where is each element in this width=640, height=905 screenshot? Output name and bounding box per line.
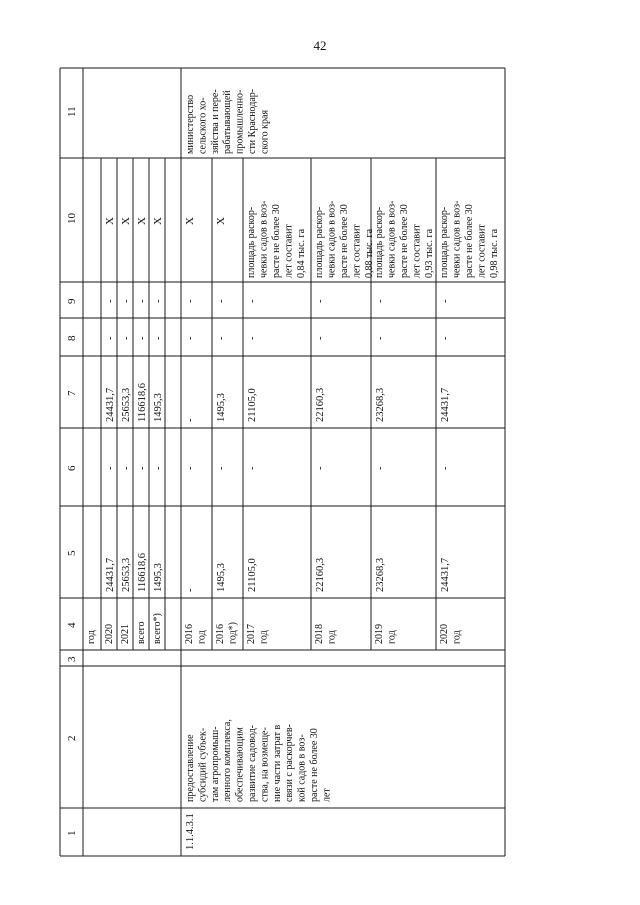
cell-col5: 23268,3 bbox=[375, 557, 386, 592]
measure-description-line: там агропромыш- bbox=[209, 726, 221, 802]
executor-line: министерство bbox=[185, 94, 196, 154]
cell-col9: - bbox=[440, 299, 451, 303]
cell-col9: - bbox=[216, 299, 227, 303]
cell-col7: 21105,0 bbox=[247, 388, 258, 422]
cell-col8: - bbox=[440, 336, 451, 340]
cell-col10-line: 0,88 тыс. га bbox=[364, 228, 375, 278]
cell-col7: 24431,7 bbox=[105, 387, 116, 422]
cell-col8: - bbox=[247, 336, 258, 340]
header-col-number-2: 2 bbox=[66, 735, 78, 741]
cell-col10-line: расте не более 30 bbox=[339, 204, 350, 278]
cell-col10: Х bbox=[120, 217, 132, 225]
measure-description-line: связи с раскорчев- bbox=[284, 724, 296, 802]
cell-col7: - bbox=[185, 418, 196, 422]
cell-col9: - bbox=[315, 299, 326, 303]
header-col-number-5: 5 bbox=[66, 550, 78, 556]
measure-description-line: расте не более 30 bbox=[309, 728, 320, 802]
cell-col7: 22160,3 bbox=[315, 387, 326, 422]
executor-line: промышленно- bbox=[234, 89, 246, 154]
cell-col10-line: расте не более 30 bbox=[464, 204, 475, 278]
cell-col5: 22160,3 bbox=[315, 557, 326, 592]
executor-line: сти Краснодар- bbox=[247, 88, 258, 154]
cell-col4: всего bbox=[136, 621, 147, 644]
cell-col4: 2020 bbox=[439, 624, 450, 644]
cell-col10-line: чевки садов в воз- bbox=[258, 200, 270, 278]
cell-col10: Х bbox=[104, 217, 116, 225]
page-number: 42 bbox=[313, 38, 327, 53]
cell-col8: - bbox=[121, 336, 132, 340]
executor-line: ского края bbox=[259, 109, 271, 154]
header-col-number-10: 10 bbox=[66, 213, 78, 224]
cell-col10-line: 0,93 тыс. га bbox=[424, 228, 435, 278]
measure-description-line: развитие садовод- bbox=[247, 725, 258, 802]
cell-col10-line: площадь раскор- bbox=[246, 206, 257, 278]
cell-col10-line: 0,98 тыс. га bbox=[489, 228, 500, 278]
cell-col8: - bbox=[137, 336, 148, 340]
cell-col4: 2016 bbox=[184, 624, 195, 644]
cell-col10-line: лет составит bbox=[476, 224, 488, 278]
executor-line: рабатывающей bbox=[222, 90, 234, 154]
cell-col5: 24431,7 bbox=[105, 557, 116, 592]
cell-col8: - bbox=[185, 336, 196, 340]
measure-description-line: ства, на возмеще- bbox=[259, 727, 271, 802]
cell-col9: - bbox=[185, 299, 196, 303]
cell-col4: год bbox=[196, 630, 208, 644]
cell-col4: 2019 bbox=[374, 624, 385, 644]
cell-col7: 23268,3 bbox=[375, 387, 386, 422]
cell-col9: - bbox=[375, 299, 386, 303]
header-col-number-1: 1 bbox=[66, 830, 78, 836]
cell-col5: 25653,3 bbox=[121, 557, 132, 592]
cell-col4: 2020 bbox=[104, 624, 115, 644]
cell-col6: - bbox=[440, 466, 451, 470]
cell-col7: 25653,3 bbox=[121, 387, 132, 422]
cell-col10: Х bbox=[184, 217, 196, 225]
cell-col6: - bbox=[216, 466, 227, 470]
cell-col10-line: расте не более 30 bbox=[399, 204, 410, 278]
cell-col10: Х bbox=[152, 217, 164, 225]
cell-col6: - bbox=[375, 466, 386, 470]
header-col-number-9: 9 bbox=[66, 298, 78, 304]
header-col-number-4: 4 bbox=[66, 622, 78, 628]
measure-description-line: ленного комплекса, bbox=[222, 719, 234, 802]
cell-col10-line: чевки садов в воз- bbox=[451, 200, 463, 278]
header-col-number-7: 7 bbox=[66, 390, 78, 396]
measure-description-line: кой садов в воз- bbox=[296, 734, 308, 802]
cell-col8: - bbox=[315, 336, 326, 340]
measure-description-line: лет bbox=[321, 788, 333, 802]
cell-col9: - bbox=[137, 299, 148, 303]
measure-description-line: предоставление bbox=[185, 734, 196, 802]
executor-line: зяйства и пере- bbox=[209, 89, 221, 154]
cell-col8: - bbox=[216, 336, 227, 340]
cell-col4: год bbox=[451, 630, 463, 644]
cell-col7: 24431,7 bbox=[440, 387, 451, 422]
cell-col4: всего*) bbox=[152, 613, 163, 644]
cell-col4: год bbox=[386, 630, 398, 644]
cell-col5: 1495,3 bbox=[153, 563, 164, 592]
cell-col5: 24431,7 bbox=[440, 557, 451, 592]
cell-col6: - bbox=[153, 466, 164, 470]
cell-col8: - bbox=[105, 336, 116, 340]
cell-col5: - bbox=[185, 588, 196, 592]
cell-col10-line: лет составит bbox=[351, 224, 363, 278]
cell-col9: - bbox=[247, 299, 258, 303]
cell-col9: - bbox=[121, 299, 132, 303]
cell-col10-line: площадь раскор- bbox=[374, 206, 385, 278]
cell-col7: 1495,3 bbox=[153, 393, 164, 422]
cell-col10-line: расте не более 30 bbox=[271, 204, 282, 278]
cell-col6: - bbox=[121, 466, 132, 470]
cell-col6: - bbox=[105, 466, 116, 470]
cell-col6: - bbox=[315, 466, 326, 470]
header-col-number-11: 11 bbox=[66, 106, 78, 117]
header-col-number-6: 6 bbox=[66, 465, 78, 471]
cell-col4: год bbox=[86, 630, 97, 644]
cell-col7: 116618,6 bbox=[137, 383, 148, 422]
cell-col10-line: чевки садов в воз- bbox=[326, 200, 338, 278]
cell-col4: 2016 bbox=[215, 624, 226, 644]
cell-col5: 1495,3 bbox=[216, 563, 227, 592]
header-col-number-3: 3 bbox=[66, 656, 78, 662]
header-col-number-8: 8 bbox=[66, 335, 78, 341]
cell-col4: год bbox=[258, 630, 270, 644]
cell-col9: - bbox=[153, 299, 164, 303]
cell-col10-line: площадь раскор- bbox=[314, 206, 325, 278]
cell-col4: 2021 bbox=[120, 624, 131, 644]
measure-code: 1.1.4.3.1 bbox=[185, 813, 196, 850]
cell-col4: год bbox=[326, 630, 338, 644]
cell-col8: - bbox=[153, 336, 164, 340]
cell-col10-line: 0,84 тыс. га bbox=[296, 228, 307, 278]
cell-col7: 1495,3 bbox=[216, 393, 227, 422]
cell-col10: Х bbox=[215, 217, 227, 225]
cell-col10-line: лет составит bbox=[411, 224, 423, 278]
cell-col10-line: чевки садов в воз- bbox=[386, 200, 398, 278]
cell-col10-line: площадь раскор- bbox=[439, 206, 450, 278]
cell-col9: - bbox=[105, 299, 116, 303]
cell-col6: - bbox=[247, 466, 258, 470]
executor-line: сельского хо- bbox=[197, 97, 209, 154]
cell-col4: 2017 bbox=[246, 624, 257, 644]
cell-col8: - bbox=[375, 336, 386, 340]
measure-description-line: субсидий субъек- bbox=[197, 727, 209, 802]
cell-col5: 116618,6 bbox=[137, 553, 148, 592]
cell-col4: 2018 bbox=[314, 624, 325, 644]
cell-col5: 21105,0 bbox=[247, 558, 258, 592]
cell-col10-line: лет составит bbox=[283, 224, 295, 278]
cell-col4: год*) bbox=[227, 622, 239, 644]
cell-col6: - bbox=[185, 466, 196, 470]
cell-col6: - bbox=[137, 466, 148, 470]
cell-col10: Х bbox=[136, 217, 148, 225]
measure-description-line: обеспечивающим bbox=[234, 727, 246, 802]
measure-description-line: ние части затрат в bbox=[271, 724, 283, 802]
